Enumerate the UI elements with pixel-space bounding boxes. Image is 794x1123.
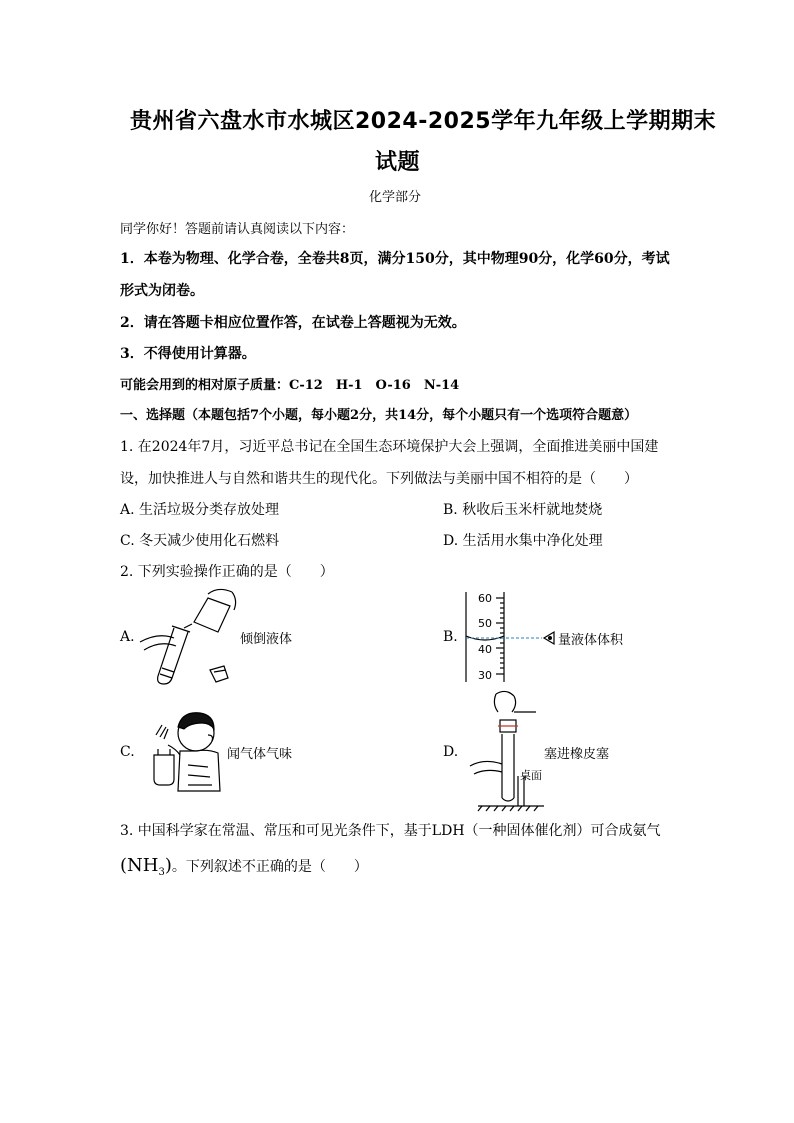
subtitle: 化学部分 — [369, 190, 422, 205]
nh3-formula-open: (NH — [120, 855, 159, 876]
q1-stem-line1: 1. 在2024年7月，习近平总书记在全国生态环境保护大会上强调，全面推进美丽中国建 — [120, 439, 659, 455]
cylinder-tick-50: 50 — [478, 617, 492, 630]
q2-option-c-label: 闻气体气味 — [227, 747, 293, 762]
q1-option-b: B. 秋收后玉米杆就地焚烧 — [443, 502, 603, 518]
q1-option-d: D. 生活用水集中净化处理 — [443, 533, 603, 549]
q2-option-d-letter: D. — [443, 744, 459, 760]
atomic-mass-note: 可能会用到的相对原子质量：C-12 H-1 O-16 N-14 — [120, 378, 460, 393]
note-1-line1: 1．本卷为物理、化学合卷，全卷共8页，满分150分，其中物理90分，化学60分，考试 — [120, 251, 670, 267]
q2-option-b-letter: B. — [443, 629, 458, 645]
q2-option-b-label: 量液体体积 — [558, 633, 624, 648]
q2-option-a-letter: A. — [120, 629, 135, 645]
rubber-stopper-illustration — [466, 690, 546, 812]
q3-stem-line1: 3. 中国科学家在常温、常压和可见光条件下，基于LDH（一种固体催化剂）可合成氨气 — [120, 823, 661, 839]
page-title: 贵州省六盘水市水城区2024-2025学年九年级上学期期末 — [130, 109, 717, 134]
pouring-liquid-illustration — [138, 588, 238, 688]
note-3: 3．不得使用计算器。 — [120, 346, 256, 362]
cylinder-tick-40: 40 — [478, 643, 492, 656]
q1-stem-line2: 设，加快推进人与自然和谐共生的现代化。下列做法与美丽中国不相符的是（ ） — [120, 471, 638, 487]
note-2: 2．请在答题卡相应位置作答，在试卷上答题视为无效。 — [120, 315, 466, 331]
q1-option-a: A. 生活垃圾分类存放处理 — [120, 502, 280, 518]
q2-option-d-label: 塞进橡皮塞 — [544, 747, 610, 762]
q2-stem: 2. 下列实验操作正确的是（ ） — [120, 564, 334, 580]
nh3-formula-close: ) — [164, 855, 172, 876]
q2-option-a-label: 倾倒液体 — [240, 632, 293, 647]
q3-stem-rest: 。下列叙述不正确的是（ ） — [171, 859, 368, 875]
cylinder-tick-30: 30 — [478, 669, 492, 682]
note-1-line2: 形式为闭卷。 — [120, 283, 204, 299]
smelling-gas-illustration — [148, 705, 228, 793]
q2-option-c-letter: C. — [120, 744, 135, 760]
page-title-line2: 试题 — [375, 150, 421, 175]
nh3-subscript: 3 — [158, 866, 165, 878]
q3-stem-line2 — [120, 855, 368, 878]
desk-label: 桌面 — [520, 769, 542, 782]
section-heading: 一、选择题（本题包括7个小题，每小题2分，共14分，每个小题只有一个选项符合题意） — [120, 408, 638, 423]
q1-option-c: C. 冬天减少使用化石燃料 — [120, 533, 280, 549]
cylinder-tick-60: 60 — [478, 592, 492, 605]
greeting: 同学你好！答题前请认真阅读以下内容： — [120, 222, 355, 237]
